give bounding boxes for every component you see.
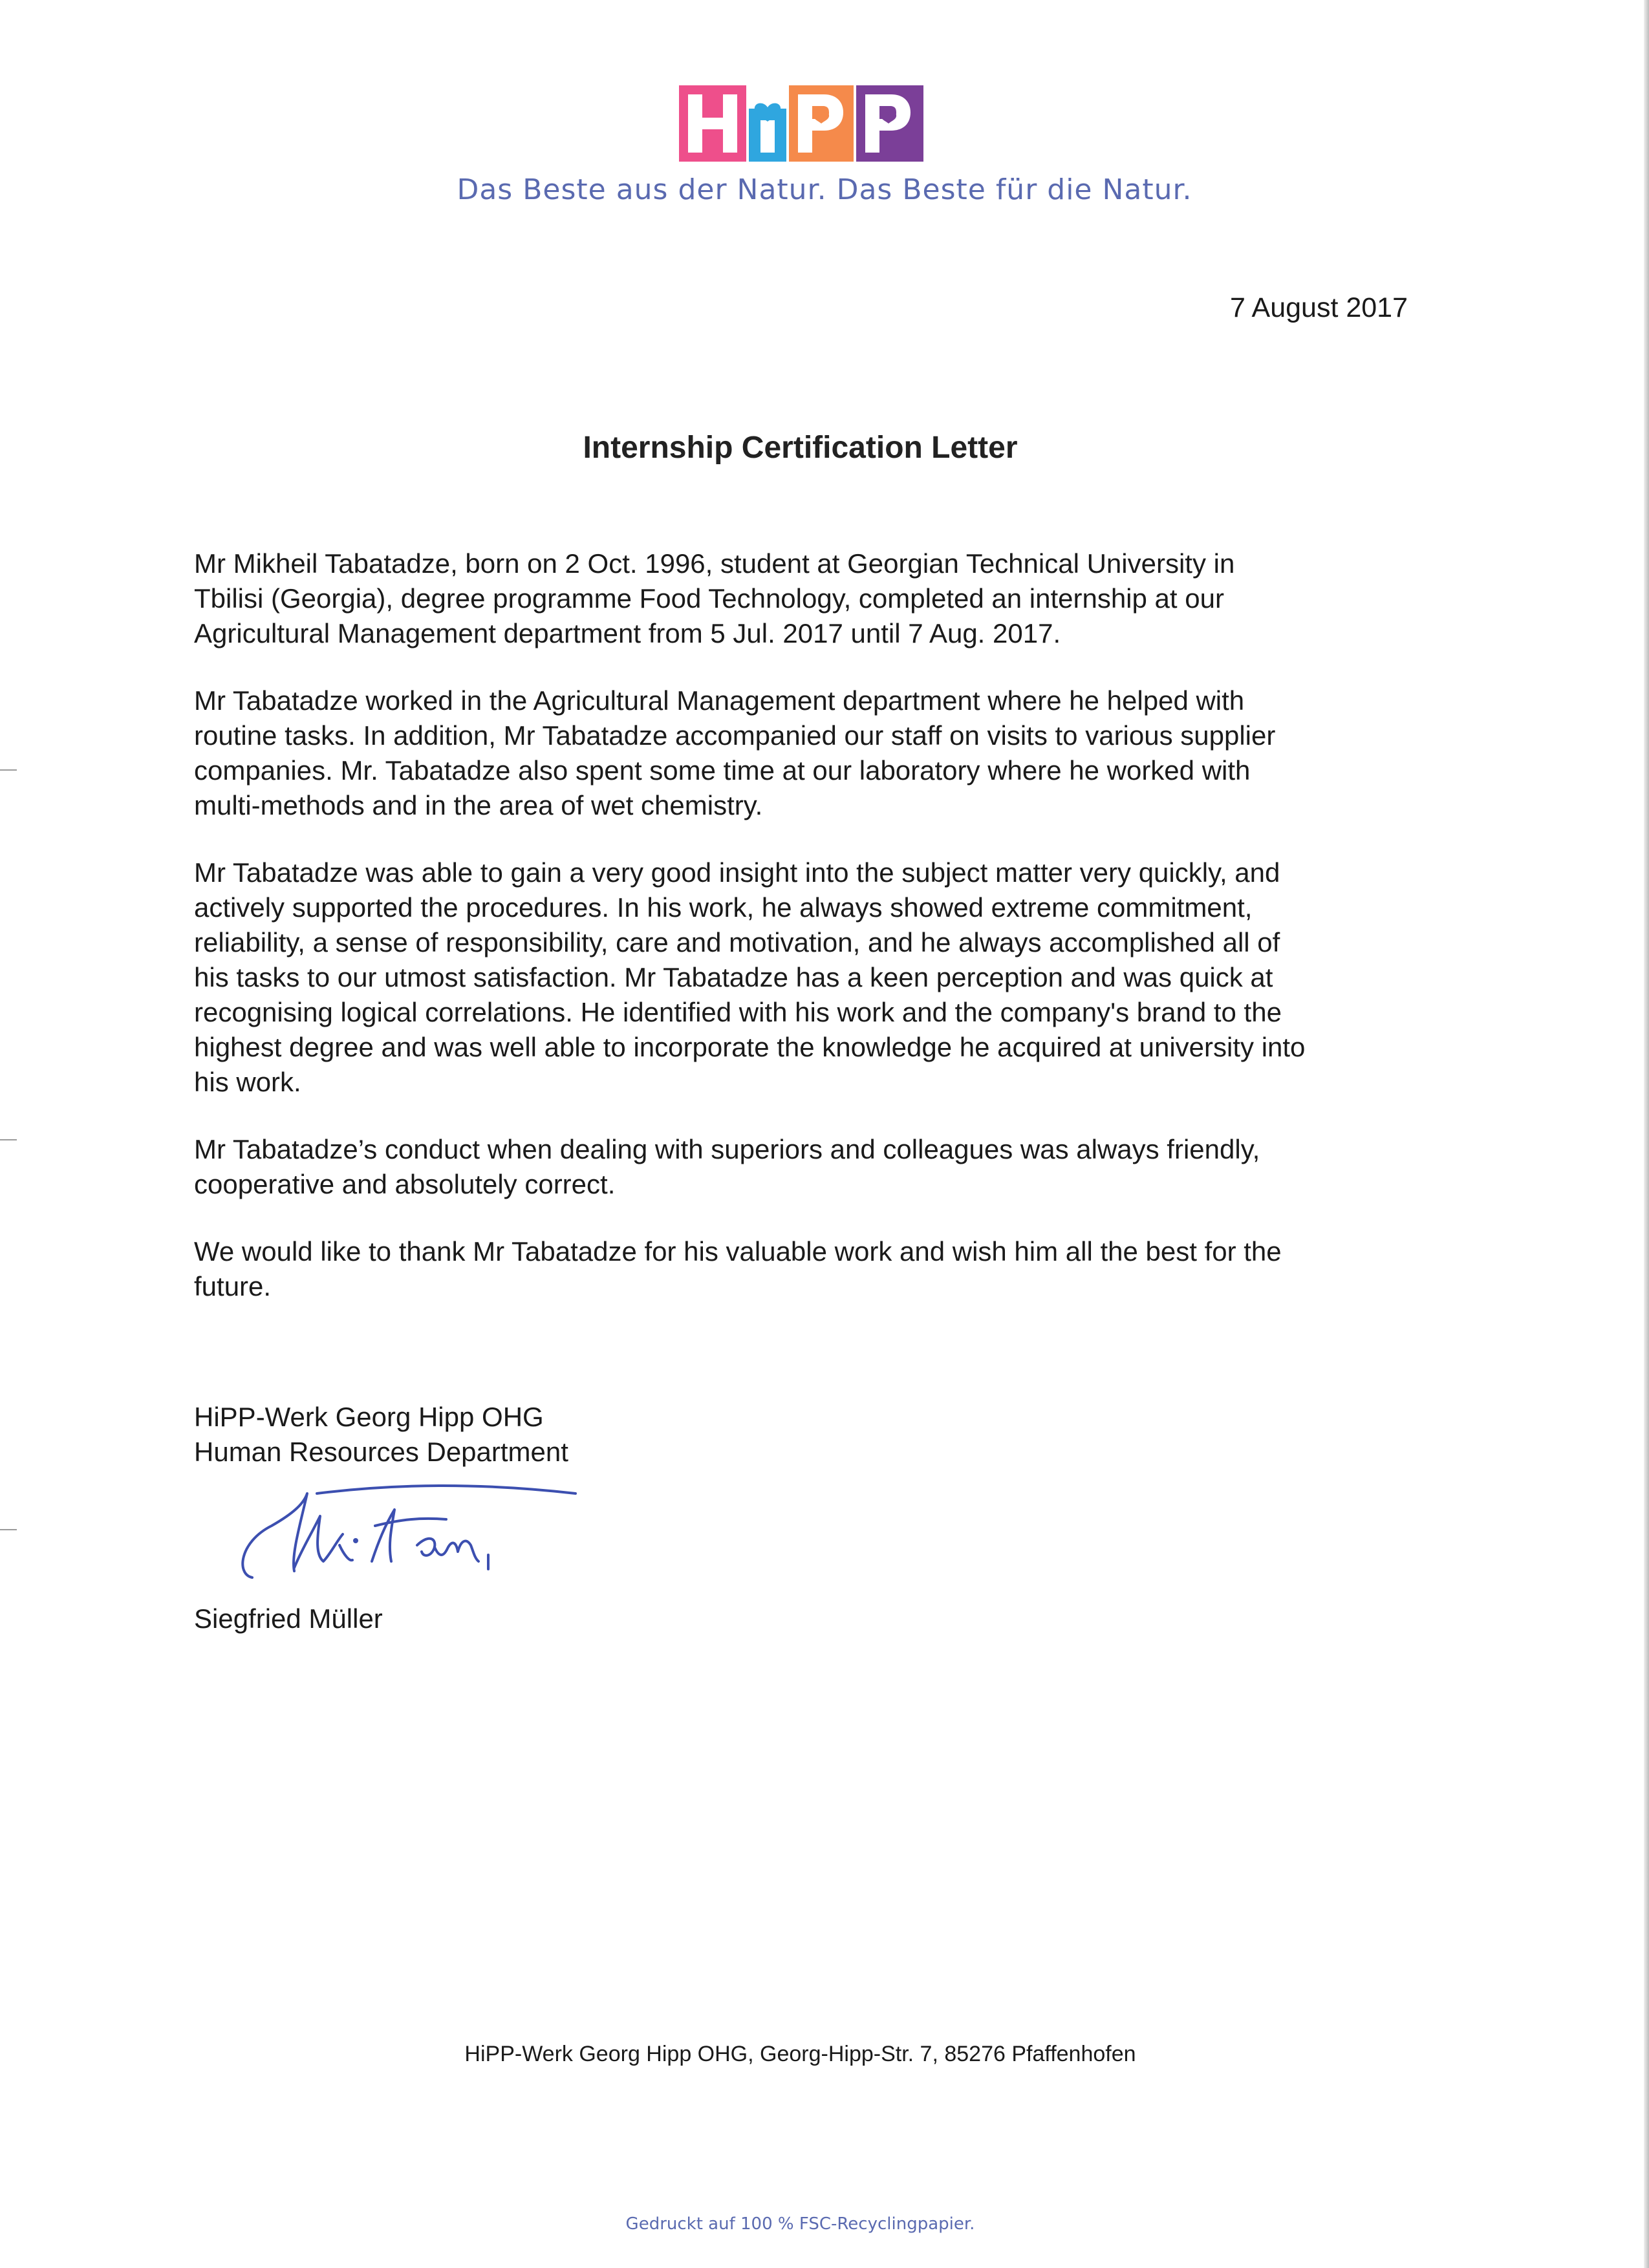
- text-line: Mr Tabatadze’s conduct when dealing with superiors and colleagues was always friendly,: [194, 1134, 1260, 1164]
- text-line: We would like to thank Mr Tabatadze for his valuable work and wish him all the best for the: [194, 1236, 1282, 1267]
- handwritten-signature: [233, 1464, 595, 1594]
- brand-tagline: Das Beste aus der Natur. Das Beste für die Natur.: [457, 173, 1192, 206]
- letter-date: 7 August 2017: [1230, 292, 1408, 323]
- paragraph-intro: [194, 546, 1423, 651]
- text-line: multi-methods and in the area of wet chemistry.: [194, 790, 763, 820]
- text-line: recognising logical correlations. He identified with his work and the company's brand to the: [194, 997, 1282, 1027]
- paragraph-thanks: [194, 1234, 1423, 1304]
- signer-name: Siegfried Müller: [194, 1603, 383, 1634]
- text-line: actively supported the procedures. In his work, he always showed extreme commitment,: [194, 892, 1253, 923]
- letter-body: [194, 546, 1423, 1336]
- footer-address: HiPP-Werk Georg Hipp OHG, Georg-Hipp-Str. 7, 85276 Pfaffenhofen: [464, 2042, 1136, 2066]
- text-line: Agricultural Management department from 5 Jul. 2017 until 7 Aug. 2017.: [194, 618, 1061, 648]
- page-edge-shadow: [1644, 0, 1649, 2268]
- text-line: Mr Mikheil Tabatadze, born on 2 Oct. 1996, student at Georgian Technical University in: [194, 548, 1235, 579]
- punch-mark: [0, 1139, 17, 1140]
- footer-print-note: Gedruckt auf 100 % FSC-Recyclingpapier.: [625, 2214, 975, 2234]
- text-line: future.: [194, 1271, 272, 1301]
- letter-closing: [194, 1400, 568, 1470]
- text-line: Tbilisi (Georgia), degree programme Food Technology, completed an internship at our: [194, 583, 1224, 614]
- paragraph-conduct: [194, 1132, 1423, 1202]
- text-line: Mr Tabatadze worked in the Agricultural Management department where he helped with: [194, 685, 1245, 716]
- fold-mark-bottom: [0, 1529, 17, 1530]
- text-line: his work.: [194, 1067, 301, 1097]
- closing-company: HiPP-Werk Georg Hipp OHG: [194, 1402, 544, 1432]
- text-line: cooperative and absolutely correct.: [194, 1169, 616, 1199]
- hipp-logo: [679, 79, 925, 169]
- paragraph-assessment: [194, 855, 1423, 1100]
- text-line: companies. Mr. Tabatadze also spent some time at our laboratory where he worked with: [194, 755, 1251, 786]
- fold-mark-top: [0, 769, 17, 771]
- text-line: Mr Tabatadze was able to gain a very good insight into the subject matter very quickly, and: [194, 857, 1280, 888]
- closing-department: Human Resources Department: [194, 1437, 568, 1467]
- text-line: highest degree and was well able to incorporate the knowledge he acquired at university into: [194, 1032, 1306, 1062]
- text-line: routine tasks. In addition, Mr Tabatadze accompanied our staff on visits to various supplier: [194, 720, 1276, 751]
- text-line: his tasks to our utmost satisfaction. Mr Tabatadze has a keen perception and was quick at: [194, 962, 1273, 992]
- paragraph-duties: [194, 683, 1423, 823]
- letter-title: Internship Certification Letter: [583, 431, 1018, 465]
- text-line: reliability, a sense of responsibility, care and motivation, and he always accomplished all of: [194, 927, 1280, 957]
